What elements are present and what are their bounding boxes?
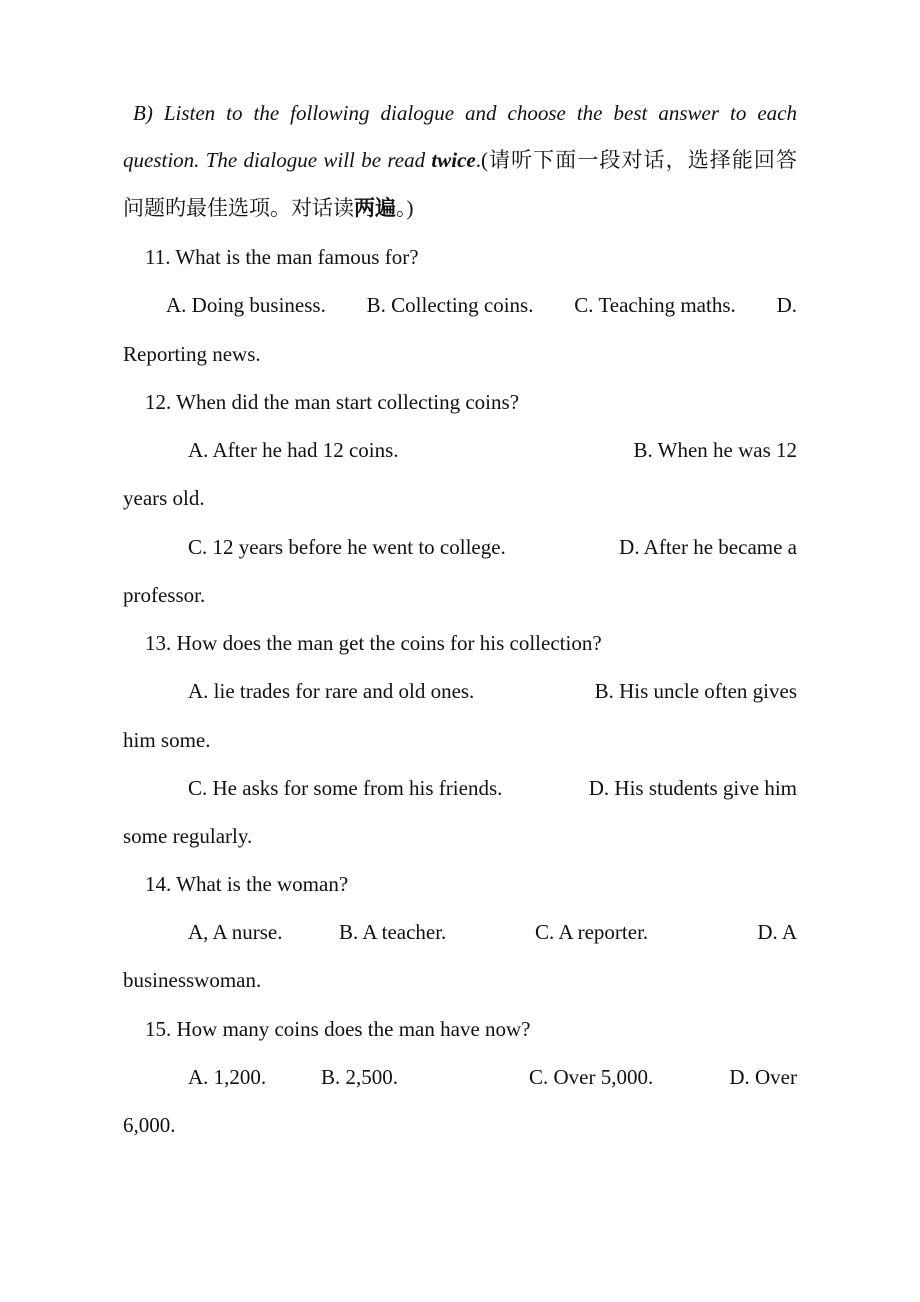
section-instruction-line-2 [123,148,797,172]
question-12-option-wrap-2: professor. [123,583,206,607]
option-c: C. He asks for some from his friends. [188,776,503,800]
question-13-options-row-2 [188,776,797,800]
question-13-stem: 13. How does the man get the coins for his collection? [145,631,602,655]
option-c: C. 12 years before he went to college. [188,535,506,559]
option-d: D. A [757,920,797,944]
instruction-chinese: .(请听下面一段对话，选择能回答 [475,148,797,172]
question-11-option-wrap: Reporting news. [123,342,261,366]
option-d: D. [776,293,797,317]
option-b: B. His uncle often gives [594,679,797,703]
question-11-options [166,293,797,317]
question-11-stem: 11. What is the man famous for? [145,245,419,269]
option-c: C. Teaching maths. [574,293,736,317]
option-b: B. When he was 12 [633,438,797,462]
question-12-options-row-1 [188,438,797,462]
option-d: D. His students give him [588,776,797,800]
question-12-option-wrap-1: years old. [123,486,205,510]
question-14-stem: 14. What is the woman? [145,872,349,896]
option-b: B. 2,500. [321,1065,399,1089]
option-c: C. A reporter. [535,920,649,944]
option-d: D. Over [729,1065,797,1089]
option-c: C. Over 5,000. [529,1065,654,1089]
option-a: A, A nurse. [188,920,283,944]
question-13-option-wrap-2: some regularly. [123,824,253,848]
question-14-option-wrap: businesswoman. [123,968,262,992]
option-a: A. lie trades for rare and old ones. [188,679,475,703]
question-13-option-wrap-1: him some. [123,728,211,752]
question-15-stem: 15. How many coins does the man have now? [145,1017,531,1041]
option-a: A. Doing business. [166,293,326,317]
option-b: B. Collecting coins. [366,293,534,317]
question-12-stem: 12. When did the man start collecting coins? [145,390,520,414]
instruction-italic: question. The dialogue will be read [123,148,432,172]
question-13-options-row-1 [188,679,797,703]
option-d: D. After he became a [619,535,797,559]
question-15-option-wrap: 6,000. [123,1113,176,1137]
option-b: B. A teacher. [339,920,447,944]
section-instruction-line-3: 问题旳最佳选项。对话读两遍。) [123,196,414,220]
question-12-options-row-2 [188,535,797,559]
section-instruction-line-1: B) Listen to the following dialogue and choose the best answer to each [133,101,797,125]
instruction-bold-twice: twice [431,148,476,172]
option-a: A. After he had 12 coins. [188,438,399,462]
option-a: A. 1,200. [188,1065,267,1089]
